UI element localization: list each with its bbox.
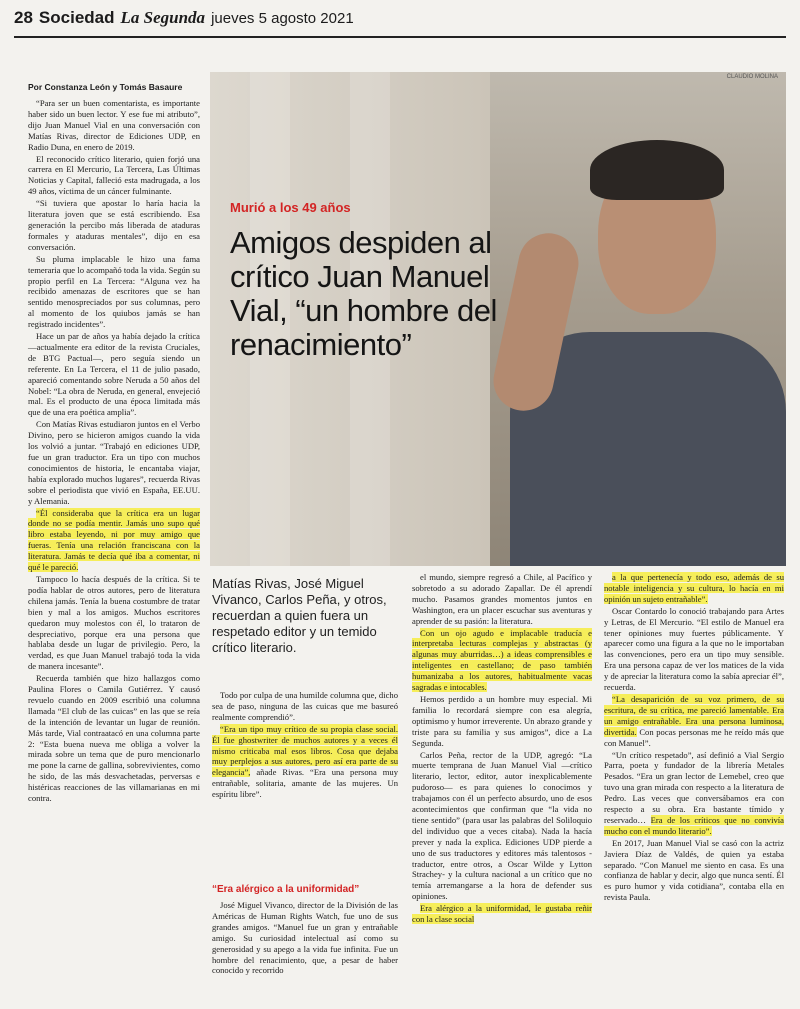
- issue-date: jueves 5 agosto 2021: [211, 10, 354, 27]
- highlighted-quote: “Él consideraba que la crítica era un lugar donde no se podía mentir. Jamás uno supo qué libro estaba leyendo, ni por muy amigo que fueras. Tenía una relación franciscana con la literatura. Jamás te decía qué iba a comentar, ni qué le pareció.: [28, 507, 200, 573]
- photo-hair: [590, 140, 724, 200]
- photo-credit: CLAUDIO MOLINA: [726, 74, 778, 80]
- kicker: Murió a los 49 años: [230, 200, 351, 215]
- highlighted-quote: Con un ojo agudo e implacable traducía e interpretaba lecturas complejas y abstractas (y algunas muy aburridas…) a ideas comprensibles e inteligentes en castellano; de paso también humanizaba a los autores, habitualmente vacas sagradas e intocables.: [412, 627, 592, 693]
- paragraph: Tampoco lo hacía después de la crítica. Si te podía hablar de otros autores, pero de literatura chilena jamás. Tenía la buena costumbre de tratar bien y mal a los amigos. Muchos escritores quedaron muy molestos con él, lo trataron de despreciativo, porque era una persona que hablaba desde un lugar de privilegio. Pero, la verdad, es que Juan Manuel trabajó toda la vida de manera incesante”.: [28, 573, 200, 672]
- column-2-bottom: [212, 900, 398, 977]
- column-1: [28, 98, 200, 805]
- byline: Por Constanza León y Tomás Basaure: [28, 82, 183, 92]
- highlighted-quote: “Era un tipo muy crítico de su propia clase social. Él fue ghostwriter de muchos autores y a veces él mismo criticaba mal esos libros. Cosa que dejaba muy perplejos a sus autores, pero así era parte de su elegancia”,: [212, 723, 398, 778]
- paragraph: Hace un par de años ya había dejado la crítica —actualmente era editor de la revista Cruciales, de BTG Pactual—, pero seguía siendo un referente. En La Tercera, el 11 de julio pasado, apareció comentando sobre Neruda a 50 años del Nobel: “La obra de Neruda, en general, envejeció mal. Es el producto de una época limitada más que de una era poética amplia”.: [28, 331, 200, 418]
- headline: Amigos despiden al crítico Juan Manuel Vial, “un hombre del renacimiento”: [230, 225, 497, 362]
- highlighted-quote: Era alérgico a la uniformidad, le gustaba reñir con la clase social: [412, 903, 592, 925]
- paragraph: el mundo, siempre regresó a Chile, al Pacífico y sobretodo a su adorado Zapallar. De él aprendí mucho. Pasamos grandes momentos juntos en Washington, era un placer escuchar sus aventuras y aprender de su pasión: la literatura.: [412, 572, 592, 626]
- paragraph: En 2017, Juan Manuel Vial se casó con la actriz Javiera Díaz de Valdés, de quien ya estaba separado. “Con Manuel me siento en casa. Es una confianza de hablar y decir, algo que nunca sentí. Él es puro humor y vida cotidiana”, contaba ella en revista Paula.: [604, 837, 784, 903]
- column-3: [412, 572, 592, 926]
- paragraph: Todo por culpa de una humilde columna que, dicho sea de paso, ninguna de las cuicas que me basureó realmente comprendió”.: [212, 690, 398, 722]
- newspaper-name: La Segunda: [120, 8, 206, 27]
- highlighted-quote: Era de los críticos que no convivía mucho con el mundo literario”.: [604, 814, 784, 836]
- subhead: “Era alérgico a la uniformidad”: [212, 884, 360, 895]
- paragraph: El reconocido crítico literario, quien forjó una carrera en El Mercurio, La Tercera, Las Últimas Noticias y Capital, falleció esta madrugada, a los 49 años, víctima de un cáncer fulminante.: [28, 153, 200, 197]
- paragraph: “Para ser un buen comentarista, es importante haber sido un buen lector. Y ese fue mi atributo”, dijo Juan Manuel Vial en una conversación con Matías Rivas, director de Ediciones UDP, en Radio Duna, en enero de 2019.: [28, 98, 200, 152]
- column-2: [212, 690, 398, 801]
- page-number: 28: [14, 8, 33, 27]
- paragraph: “Si tuviera que apostar lo haría hacia la literatura joven que se está escribiendo. Esa generación la percibo más liberada de ataduras formales y ataduras mentales”, dijo en esa conversación.: [28, 198, 200, 252]
- masthead-rule: [14, 36, 786, 38]
- highlighted-quote: “La desaparición de su voz primero, de su escritura, de su crítica, me pareció lamentable. Era un amigo entrañable. Era una persona luminosa, divertida.: [604, 693, 784, 737]
- paragraph: Con Matías Rivas estudiaron juntos en el Verbo Divino, pero se hicieron amigos cuando la vida los volvió a juntar. “Trabajó en ediciones UDP, fue un gran traductor. Era un tipo con muchos conocimientos de historia, le encantaba viajar, había explorado muchos lugares”, recuerda Rivas sobre el periodista que vivió en España, EE.UU. y Alemania.: [28, 419, 200, 506]
- paragraph: Su pluma implacable le hizo una fama temeraria que lo acompañó toda la vida. Según su propio perfil en La Tercera: “Alguna vez ha recibido amenazas de escritores que se han sentido menospreciados por sus columnas, pero al momento de los quiubos jamás se han registrado incidentes”.: [28, 253, 200, 330]
- paragraph: Carlos Peña, rector de la UDP, agregó: “La muerte temprana de Juan Manuel Vial —crítico literario, lector, editor, autor inexplicablemente pudoroso— es para quienes lo conocimos y trabajamos con él un perfecto absurdo, uno de esos acontecimientos que confirman que “la vida no tiene sentido” (para usar las palabras del Soliloquio del individuo que a veces citaba). Nada la hacía prever y nada la explica. Ediciones UDP pierde a uno de sus traductores y editores más talentosos -traductor, entre otros, a Oscar Wilde y Lytton Strachey- y la cultura nacional a un crítico que no temía arremangarse a la hora de defender sus opiniones.: [412, 749, 592, 902]
- section-name: Sociedad: [38, 8, 115, 27]
- masthead: [14, 8, 786, 34]
- paragraph: Recuerda también que hizo hallazgos como Paulina Flores o Camila Gutiérrez. Y causó revuelo cuando en 2009 escribió una columna llamada “El club de las cuicas” en las que se reía de la intención de levantar un lugar de reunión. Más tarde, Vial contraatacó en una columna parte 2: “Esta buena nueva me obliga a volver la mirada sobre un tema que de puro mencionarlo me pone la carne de gallina, sobrevivientes, como he sido, de las más desvachetadas, perversas e histéricas reacciones de las villamarianas en mi contra.: [28, 673, 200, 804]
- lead-paragraph: Matías Rivas, José Miguel Vivanco, Carlos Peña, y otros, recuerdan a quien fuera un respetado editor y un temido crítico literario.: [212, 576, 387, 655]
- column-4: [604, 572, 784, 904]
- quote-tail: Con pocas personas me he reído más que con Manuel”.: [604, 726, 784, 748]
- paragraph: Hemos perdido a un hombre muy especial. Mi familia lo recordará siempre con esa alegría, optimismo y humor irreverente. Un abrazo grande y triste para su familia y sus amigos”, dice a La Segunda.: [412, 693, 592, 748]
- quote-tail: añade Rivas. “Era una persona muy entrañable, solitaria, amante de las mujeres. Un espíritu libre”.: [212, 767, 398, 800]
- paragraph: “Un crítico respetado”, así definió a Vial Sergio Parra, poeta y fundador de la librería Metales Pesados. “Era un gran lector de Lemebel, creo que tuvo una gran mirada con respecto a la literatura de Pedro. Las veces que conversábamos era con respecto a su obra. Era bastante tímido y reservado…: [604, 749, 784, 825]
- paragraph: José Miguel Vivanco, director de la División de las Américas de Human Rights Watch, fue uno de sus grandes amigos. “Manuel fue un gran y entrañable amigo. Su curiosidad intelectual así como su generosidad y su apego a la vida fue infinita. Fue un hombre del renacimiento, que, a pesar de haber conocido y recorrido: [212, 900, 398, 976]
- paragraph: Oscar Contardo lo conoció trabajando para Artes y Letras, de El Mercurio. “El estilo de Manuel era tener opiniones muy fuertes públicamente. Y aparecer como una figura a la que no le importaban las convenciones, pero era un tipo muy sensible. Era una persona capaz de ver los matices de la vida y de apreciar la literatura como la sabía apreciar él”, recuerda.: [604, 605, 784, 693]
- highlighted-quote: a la que pertenecía y todo eso, además de su notable inteligencia y su cultura, lo hacía en mi opinión un sujeto entrañable”.: [604, 572, 784, 604]
